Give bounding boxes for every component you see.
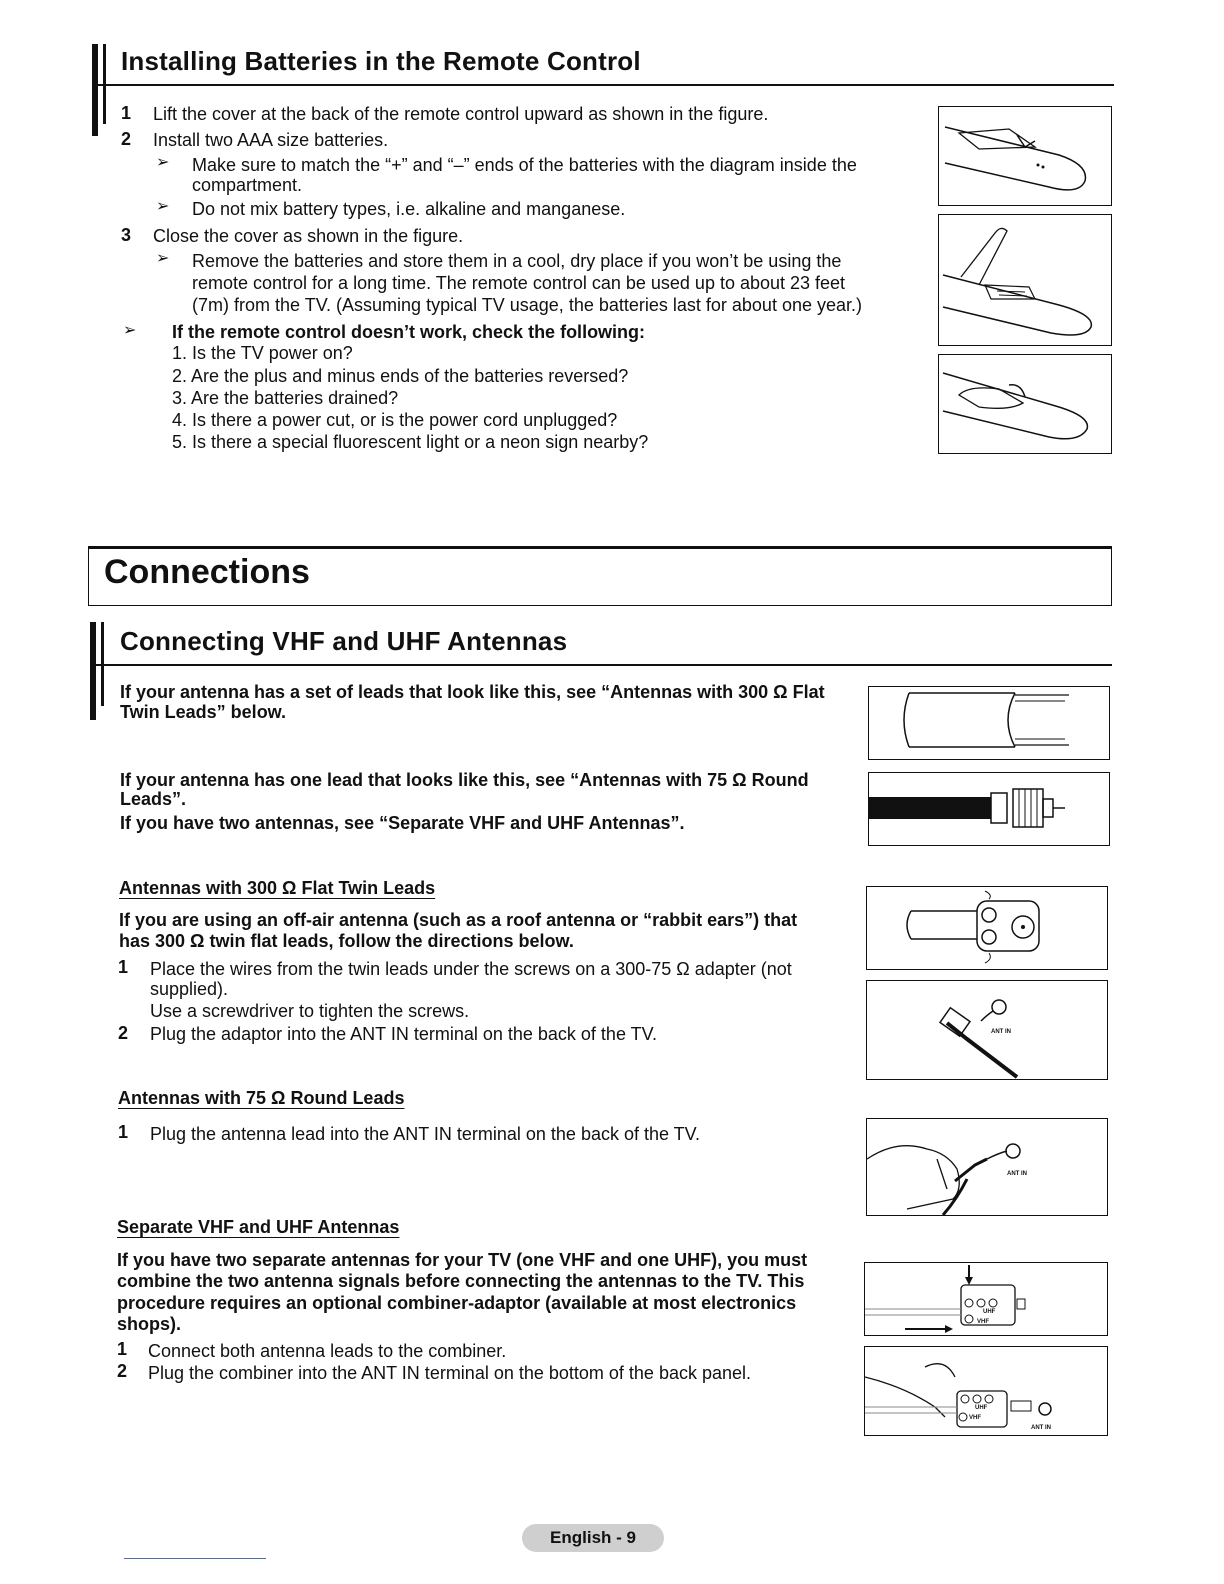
step-number: 3 — [121, 225, 132, 245]
page-number: English - 9 — [522, 1524, 664, 1552]
note-arrow-icon: ➢ — [123, 322, 137, 339]
section-marker-bar — [92, 44, 98, 136]
troubleshoot-heading: If the remote control doesn’t work, check the following: — [172, 322, 646, 342]
remote-cover-close-figure — [938, 354, 1112, 454]
note-text: Remove the batteries and store them in a cool, dry place if you won’t be using the — [192, 251, 842, 271]
vhf-label: VHF — [969, 1415, 981, 1421]
flat-lead-heading: Antennas with 300 Ω Flat Twin Leads — [119, 878, 436, 898]
note-text: (7m) from the TV. (Assuming typical TV usage, the batteries last for about one year.) — [192, 295, 862, 315]
step-text: Install two AAA size batteries. — [153, 130, 389, 150]
troubleshoot-item: 2. Are the plus and minus ends of the batteries reversed? — [172, 366, 629, 386]
separate-lead-text: procedure requires an optional combiner-adaptor (available at most electronics — [117, 1293, 797, 1313]
step-text: Lift the cover at the back of the remote control upward as shown in the figure. — [153, 104, 769, 124]
flat-twin-lead-figure — [868, 686, 1110, 760]
batteries-title: Installing Batteries in the Remote Control — [121, 46, 641, 76]
step-number: 1 — [117, 1339, 128, 1359]
ant-in-label: ANT IN — [991, 1029, 1011, 1035]
troubleshoot-item: 3. Are the batteries drained? — [172, 388, 399, 408]
hand-plug-figure — [866, 1118, 1108, 1216]
intro-text: If your antenna has a set of leads that look like this, see “Antennas with 300 Ω Flat — [120, 682, 825, 702]
ant-in-label: ANT IN — [1031, 1425, 1051, 1431]
antennas-title: Connecting VHF and UHF Antennas — [120, 626, 568, 656]
footer-rule — [124, 1558, 266, 1559]
step-text: Connect both antenna leads to the combiner. — [148, 1341, 507, 1361]
step-text: Use a screwdriver to tighten the screws. — [150, 1001, 470, 1021]
round-lead-heading: Antennas with 75 Ω Round Leads — [118, 1088, 405, 1108]
step-text: Plug the antenna lead into the ANT IN terminal on the back of the TV. — [150, 1124, 701, 1144]
antennas-title-rule — [90, 664, 1112, 666]
step-text: Place the wires from the twin leads under the screws on a 300-75 Ω adapter (not — [150, 959, 792, 979]
step-number: 1 — [121, 103, 132, 123]
ant-in-label: ANT IN — [1007, 1171, 1027, 1177]
intro-text: Twin Leads” below. — [120, 702, 287, 722]
separate-heading: Separate VHF and UHF Antennas — [117, 1217, 400, 1237]
round-lead-figure — [868, 772, 1110, 846]
intro-text: Leads”. — [120, 789, 187, 809]
note-arrow-icon: ➢ — [156, 250, 170, 267]
batteries-title-rule — [92, 84, 1114, 86]
ant-in-plug-figure — [866, 980, 1108, 1080]
separate-lead-text: shops). — [117, 1314, 182, 1334]
step-number: 2 — [118, 1023, 129, 1043]
flat-lead-text: has 300 Ω twin flat leads, follow the directions below. — [119, 931, 574, 951]
uhf-label: UHF — [975, 1405, 988, 1411]
intro-text: If you have two antennas, see “Separate VHF and UHF Antennas”. — [120, 813, 685, 833]
note-text: Make sure to match the “+” and “–” ends of the batteries with the diagram inside the — [192, 155, 857, 175]
uhf-label: UHF — [983, 1309, 996, 1315]
connections-title: Connections — [104, 553, 310, 591]
vhf-label: VHF — [977, 1319, 989, 1325]
combiner-figure — [864, 1262, 1108, 1336]
step-text: supplied). — [150, 979, 229, 999]
intro-text: If your antenna has one lead that looks like this, see “Antennas with 75 Ω Round — [120, 770, 809, 790]
troubleshoot-item: 1. Is the TV power on? — [172, 343, 353, 363]
section-marker-bar — [90, 622, 96, 720]
separate-lead-text: If you have two separate antennas for your TV (one VHF and one UHF), you must — [117, 1250, 808, 1270]
step-text: Plug the combiner into the ANT IN terminal on the bottom of the back panel. — [148, 1363, 752, 1383]
separate-lead-text: combine the two antenna signals before connecting the antennas to the TV. This — [117, 1271, 805, 1291]
flat-lead-text: If you are using an off-air antenna (such as a roof antenna or “rabbit ears”) that — [119, 910, 798, 930]
step-number: 2 — [117, 1361, 128, 1381]
combiner-ant-in-figure — [864, 1346, 1108, 1436]
troubleshoot-item: 5. Is there a special fluorescent light or a neon sign nearby? — [172, 432, 649, 452]
troubleshoot-item: 4. Is there a power cut, or is the power cord unplugged? — [172, 410, 618, 430]
step-number: 2 — [121, 129, 132, 149]
step-number: 1 — [118, 957, 129, 977]
note-text: compartment. — [192, 175, 303, 195]
note-arrow-icon: ➢ — [156, 154, 170, 171]
step-text: Close the cover as shown in the figure. — [153, 226, 464, 246]
note-arrow-icon: ➢ — [156, 198, 170, 215]
adapter-figure — [866, 886, 1108, 970]
note-text: remote control for a long time. The remote control can be used up to about 23 feet — [192, 273, 846, 293]
note-text: Do not mix battery types, i.e. alkaline and manganese. — [192, 199, 626, 219]
step-number: 1 — [118, 1122, 129, 1142]
remote-cover-open-figure — [938, 106, 1112, 206]
remote-batteries-figure — [938, 214, 1112, 346]
step-text: Plug the adaptor into the ANT IN terminal on the back of the TV. — [150, 1024, 657, 1044]
